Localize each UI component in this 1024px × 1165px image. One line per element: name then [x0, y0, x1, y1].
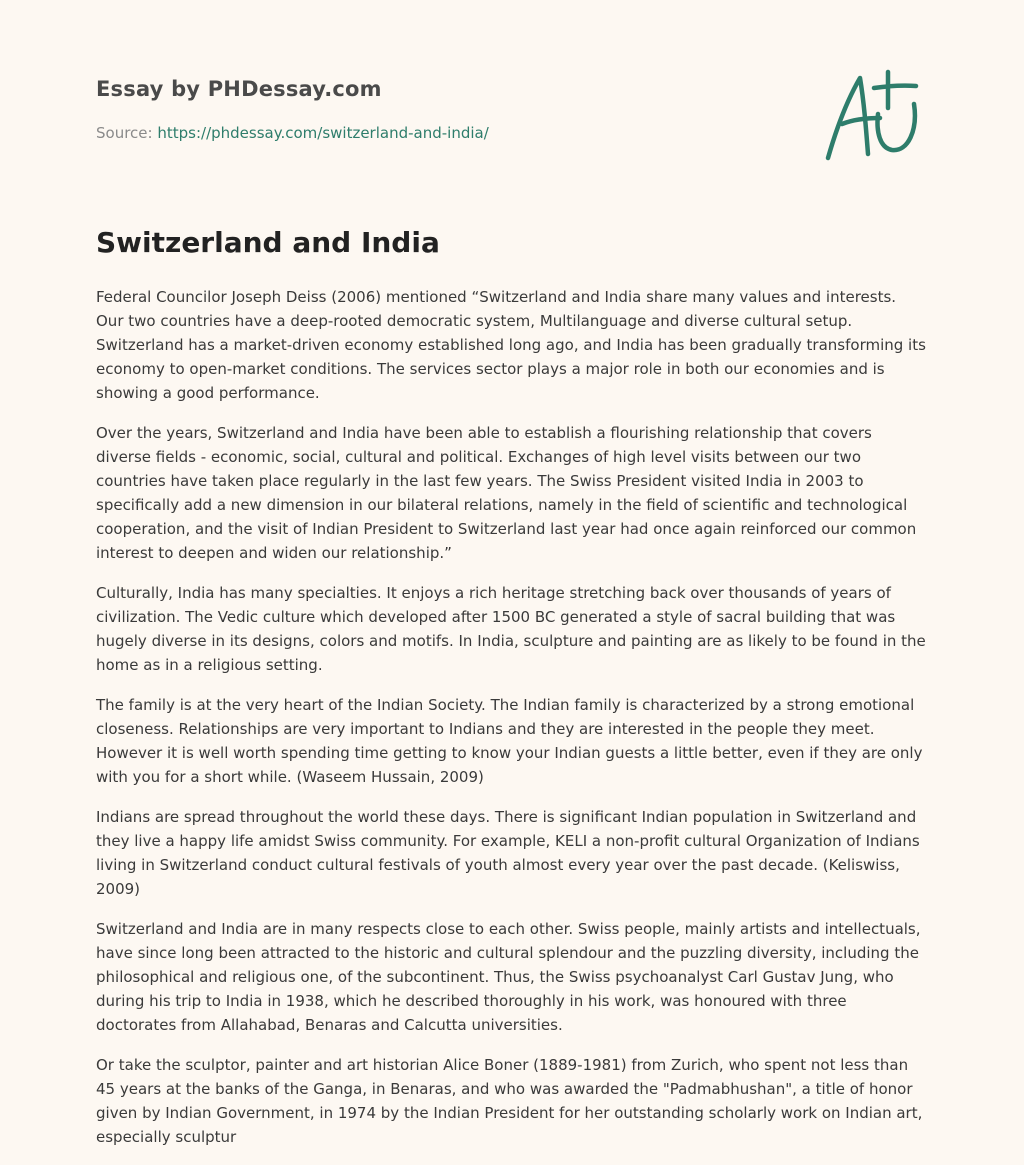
- brand-title: Essay by PHDessay.com: [96, 77, 382, 101]
- essay-paragraph: Indians are spread throughout the world these days. There is significant Indian population in Switzerland and they live a happy life amidst Swiss community. For example, KELI a non-profit cultural Organization of Indians living in Switzerland conduct cultural festivals of youth almost every year over the past decade. (Keliswiss, 2009): [96, 808, 920, 898]
- essay-paragraph: Switzerland and India are in many respects close to each other. Swiss people, mainly artists and intellectuals, have since long been attracted to the historic and cultural splendour and the puzzling diversity, including the philosophical and religious one, of the subcontinent. Thus, the Swiss psychoanalyst Carl Gustav Jung, who during his trip to India in 1938, which he described thoroughly in his work, was honoured with three doctorates from Allahabad, Benaras and Calcutta universities.: [96, 920, 921, 1034]
- essay-body: [96, 285, 928, 1165]
- essay-paragraph: Over the years, Switzerland and India have been able to establish a flourishing relationship that covers diverse fields - economic, social, cultural and political. Exchanges of high level visits between our two countries have taken place regularly in the last few years. The Swiss President visited India in 2003 to specifically add a new dimension in our bilateral relations, namely in the field of scientific and technological cooperation, and the visit of Indian President to Switzerland last year had once again reinforced our common interest to deepen and widen our relationship.”: [96, 424, 917, 562]
- essay-title: Switzerland and India: [96, 226, 440, 259]
- essay-paragraph: Or take the sculptor, painter and art historian Alice Boner (1889-1981) from Zurich, who spent not less than 45 years at the banks of the Ganga, in Benaras, and who was awarded the "Padmabhushan", a title of honor given by Indian Government, in 1974 by the Indian President for her outstanding scholarly work on Indian art, especially sculptur: [96, 1056, 923, 1146]
- source-line: [96, 124, 489, 142]
- a-plus-logo-icon: [824, 68, 924, 164]
- source-label: Source:: [96, 124, 153, 142]
- source-link[interactable]: https://phdessay.com/switzerland-and-india/: [157, 124, 489, 142]
- essay-page: [96, 0, 928, 1146]
- essay-paragraph: Federal Councilor Joseph Deiss (2006) mentioned “Switzerland and India share many values and interests. Our two countries have a deep-rooted democratic system, Multilanguage and diverse cultural setup. Switzerland has a market-driven economy established long ago, and India has been gradually transforming its economy to open-market conditions. The services sector plays a major role in both our economies and is showing a good performance.: [96, 288, 926, 402]
- essay-paragraph: The family is at the very heart of the Indian Society. The Indian family is characterized by a strong emotional closeness. Relationships are very important to Indians and they are interested in the people they meet. However it is well worth spending time getting to know your Indian guests a little better, even if they are only with you for a short while. (Waseem Hussain, 2009): [96, 696, 923, 786]
- essay-paragraph: Culturally, India has many specialties. It enjoys a rich heritage stretching back over thousands of years of civilization. The Vedic culture which developed after 1500 BC generated a style of sacral building that was hugely diverse in its designs, colors and motifs. In India, sculpture and painting are as likely to be found in the home as in a religious setting.: [96, 584, 926, 674]
